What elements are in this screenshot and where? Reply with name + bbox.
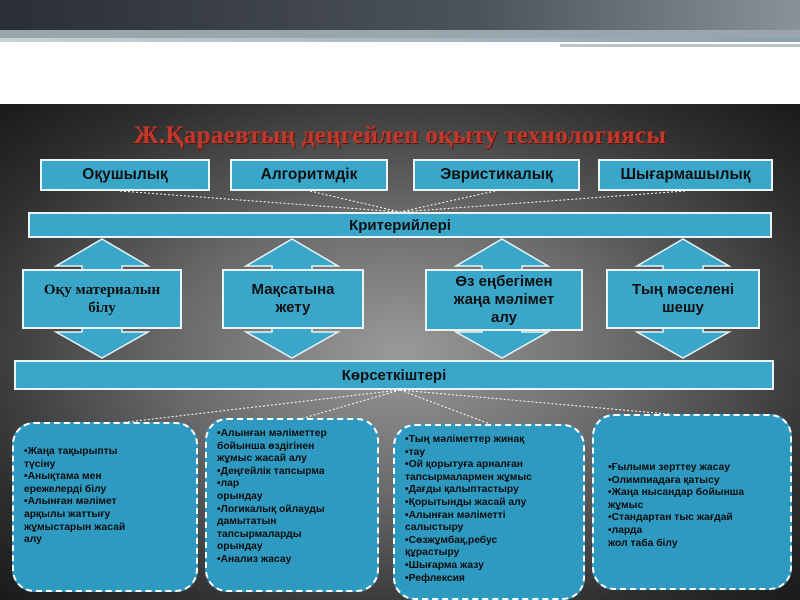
- indicator-item: жол таба білу: [608, 537, 678, 549]
- indicator-item: •Логикалық ойлауды: [217, 503, 325, 515]
- level-box-2: Алгоритмдік: [230, 159, 388, 191]
- criterion-line: Тың мәселені: [631, 281, 735, 298]
- indicator-item: арқылы жаттығу: [24, 508, 111, 520]
- indicator-item: орындау: [217, 490, 263, 502]
- dotted-line: [400, 390, 690, 416]
- indicator-item: жұмыстарын жасай: [24, 521, 126, 533]
- indicator-item: •ларда: [608, 524, 643, 536]
- diagram-slide: [0, 104, 800, 600]
- indicator-item: •Олимпиадаға қатысу: [608, 474, 720, 486]
- diagram-title: Ж.Қараевтың деңгейлеп оқыту технологиясы: [133, 122, 667, 149]
- indicator-item: •Стандартан тыс жағдай: [608, 512, 733, 524]
- indicator-item: ережелерді білу: [24, 483, 107, 495]
- indicator-item: құрастыру: [405, 547, 460, 559]
- header-stripe: [0, 30, 800, 38]
- criterion-line: жаңа мәлімет: [453, 291, 555, 308]
- dotted-line: [120, 191, 400, 212]
- indicator-item: дамытатын: [217, 516, 277, 528]
- indicator-box-4: [592, 414, 792, 590]
- indicator-item: •Жаңа тақырыпты: [24, 446, 118, 457]
- criterion-line: Өз еңбегімен: [455, 273, 553, 290]
- criterion-line: алу: [490, 309, 517, 326]
- indicator-item: бойынша өздігінен: [217, 440, 315, 452]
- indicator-item: тапсырмаларды: [217, 528, 302, 540]
- indicator-item: орындау: [217, 541, 263, 553]
- criterion-line: Оқу материалын: [43, 282, 161, 298]
- criterion-line: білу: [88, 300, 116, 316]
- indicator-item: тапсырмалармен жұмыс: [405, 471, 532, 483]
- indicator-item: •лар: [217, 478, 240, 490]
- level-box-3: Эвристикалық: [413, 159, 580, 191]
- indicator-item: •Рефлексия: [405, 572, 465, 584]
- header-stripe-2: [0, 38, 800, 42]
- dotted-line: [400, 191, 685, 212]
- criterion-box-3: [425, 269, 583, 331]
- indicator-item: •Тың мәліметтер жинақ: [405, 434, 525, 445]
- indicator-item: •Алынған мәлімет: [24, 496, 117, 508]
- indicator-item: •тау: [405, 446, 426, 458]
- indicator-item: алу: [24, 534, 42, 546]
- indicator-item: салыстыру: [405, 522, 464, 534]
- indicator-box-3: [393, 424, 585, 600]
- criterion-box-1: [22, 269, 182, 329]
- criterion-line: шешу: [662, 299, 704, 316]
- indicator-item: •Анализ жасау: [217, 553, 292, 565]
- criterion-box-4: [606, 269, 760, 329]
- header-bar: [0, 0, 800, 30]
- criterion-line: Мақсатына: [251, 281, 335, 298]
- indicator-item: •Алынған мәліметті: [405, 509, 506, 521]
- indicator-item: •Анықтама мен: [24, 471, 102, 483]
- indicator-item: •Ғылыми зерттеу жасау: [608, 462, 730, 473]
- indicator-item: •Деңгейлік тапсырма: [217, 465, 325, 477]
- criterion-box-2: [222, 269, 364, 329]
- indicator-box-1: [12, 422, 198, 592]
- indicator-box-2: [205, 418, 379, 592]
- indicator-item: •Жаңа нысандар бойынша: [608, 487, 745, 499]
- indicator-item: •Ой қорытуға арналған: [405, 459, 523, 471]
- dotted-line: [400, 390, 490, 424]
- level-box-4: Шығармашылық: [598, 159, 773, 191]
- indicators-bar: Көрсеткіштері: [14, 360, 774, 390]
- dotted-line: [310, 191, 400, 212]
- indicator-item: •Сөзжұмбақ,ребус: [405, 534, 498, 546]
- header-stripe-3: [560, 44, 800, 47]
- indicator-item: •Шығарма жазу: [405, 559, 484, 571]
- indicator-item: •Дағды қалыптастыру: [405, 484, 519, 496]
- indicator-item: •Алынған мәліметтер: [217, 428, 327, 439]
- criterion-line: жету: [275, 299, 311, 316]
- indicator-item: •Қорытынды жасай алу: [405, 496, 527, 508]
- indicator-item: жұмыс жасай алу: [217, 453, 307, 465]
- indicator-item: жұмыс: [608, 499, 644, 511]
- criteria-bar: Критерийлері: [28, 212, 772, 238]
- level-box-1: Оқушылық: [40, 159, 210, 191]
- indicator-item: түсіну: [24, 458, 56, 470]
- dotted-line: [400, 191, 495, 212]
